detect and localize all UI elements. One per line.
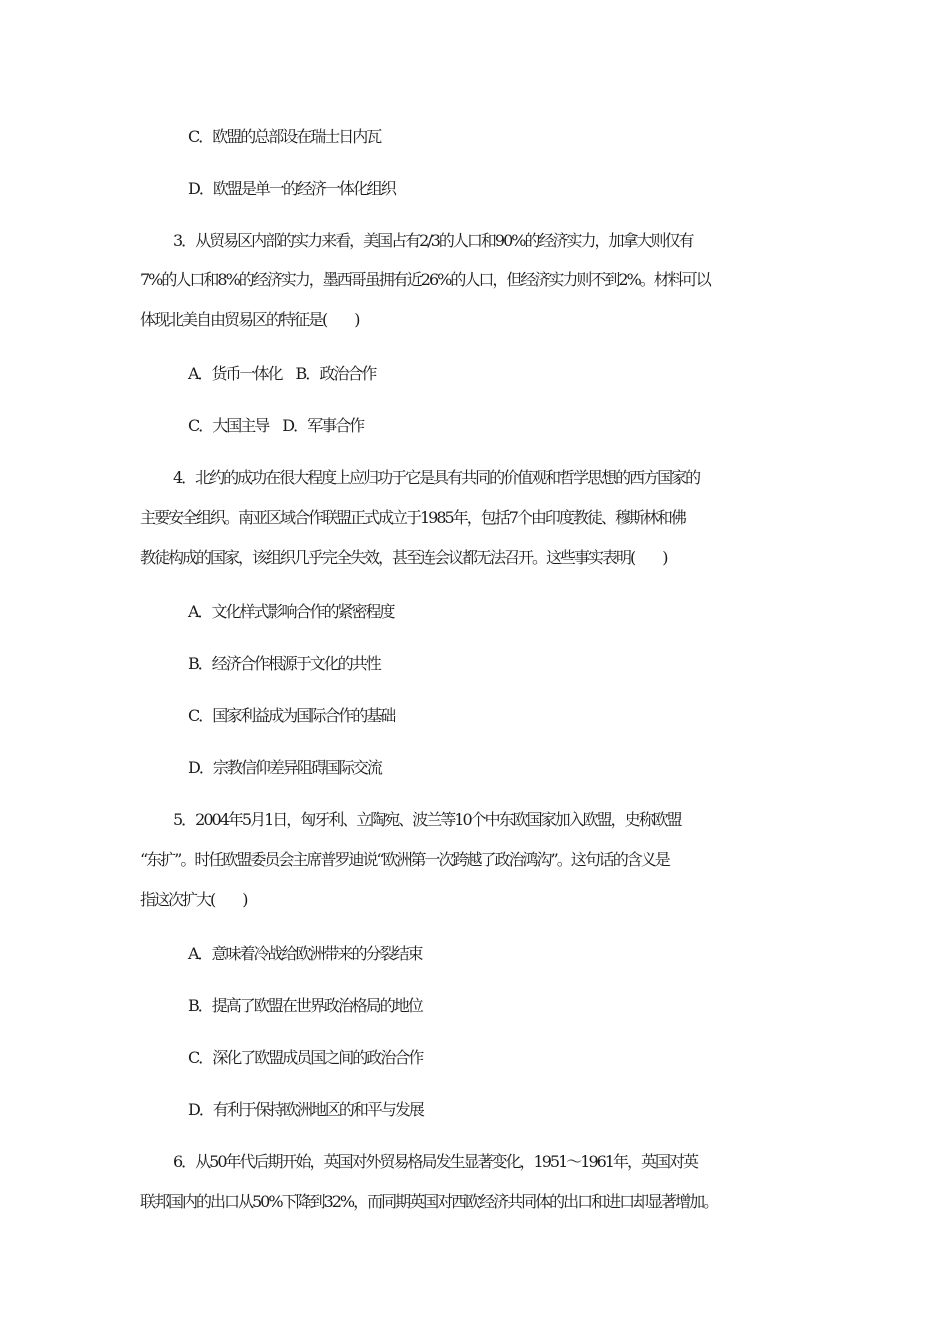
q4-option-a: A．文化样式影响合作的紧密程度 xyxy=(188,602,394,621)
q4-stem-line-1: 4．北约的成功在很大程度上应归功于它是具有共同的价值观和哲学思想的西方国家的 xyxy=(173,468,700,487)
q5-stem-line-3: 指这次扩大( ) xyxy=(140,890,247,909)
q3-stem-line-1: 3．从贸易区内部的实力来看，美国占有2/3的人口和90%的经济实力，加拿大则仅有 xyxy=(173,231,693,250)
q5-stem-line-1: 5．2004年5月1日，匈牙利、立陶宛、波兰等10个中东欧国家加入欧盟，史称欧盟 xyxy=(173,810,681,829)
q5-option-d: D．有利于保持欧洲地区的和平与发展 xyxy=(188,1100,423,1119)
q5-stem-line-2: “东扩”。时任欧盟委员会主席普罗迪说“欧洲第一次跨越了政治鸿沟”。这句话的含义是 xyxy=(140,850,669,869)
q2-option-c: C．欧盟的总部设在瑞士日内瓦 xyxy=(188,127,381,146)
q4-stem-line-3: 教徒构成的国家，该组织几乎完全失效，甚至连会议都无法召开。这些事实表明( ) xyxy=(140,548,667,567)
q5-option-b: B．提高了欧盟在世界政治格局的地位 xyxy=(188,996,422,1015)
q3-stem-line-3: 体现北美自由贸易区的特征是( ) xyxy=(140,310,359,329)
q3-stem-line-2: 7%的人口和8%的经济实力，墨西哥虽拥有近26%的人口，但经济实力则不到2%。材料可以 xyxy=(140,270,710,289)
q6-stem-line-2: 联邦国内的出口从50%下降到32%，而同期英国对西欧经济共同体的出口和进口却显著增加。 xyxy=(140,1192,718,1211)
q6-stem-line-1: 6．从50年代后期开始，英国对外贸易格局发生显著变化，1951～1961年，英国对英 xyxy=(173,1152,697,1171)
q3-options-row-2: C．大国主导 D．军事合作 xyxy=(188,416,364,435)
q4-option-b: B．经济合作根源于文化的共性 xyxy=(188,654,380,673)
q4-stem-line-2: 主要安全组织。南亚区域合作联盟正式成立于1985年，包括7个由印度教徒、穆斯林和佛 xyxy=(140,508,685,527)
q5-option-a: A．意味着冷战给欧洲带来的分裂结束 xyxy=(188,944,422,963)
q4-option-c: C．国家利益成为国际合作的基础 xyxy=(188,706,395,725)
q5-option-c: C．深化了欧盟成员国之间的政治合作 xyxy=(188,1048,423,1067)
q3-options-row-1: A．货币一体化 B．政治合作 xyxy=(188,364,376,383)
q4-option-d: D．宗教信仰差异阻碍国际交流 xyxy=(188,758,381,777)
q2-option-d: D．欧盟是单一的经济一体化组织 xyxy=(188,179,395,198)
